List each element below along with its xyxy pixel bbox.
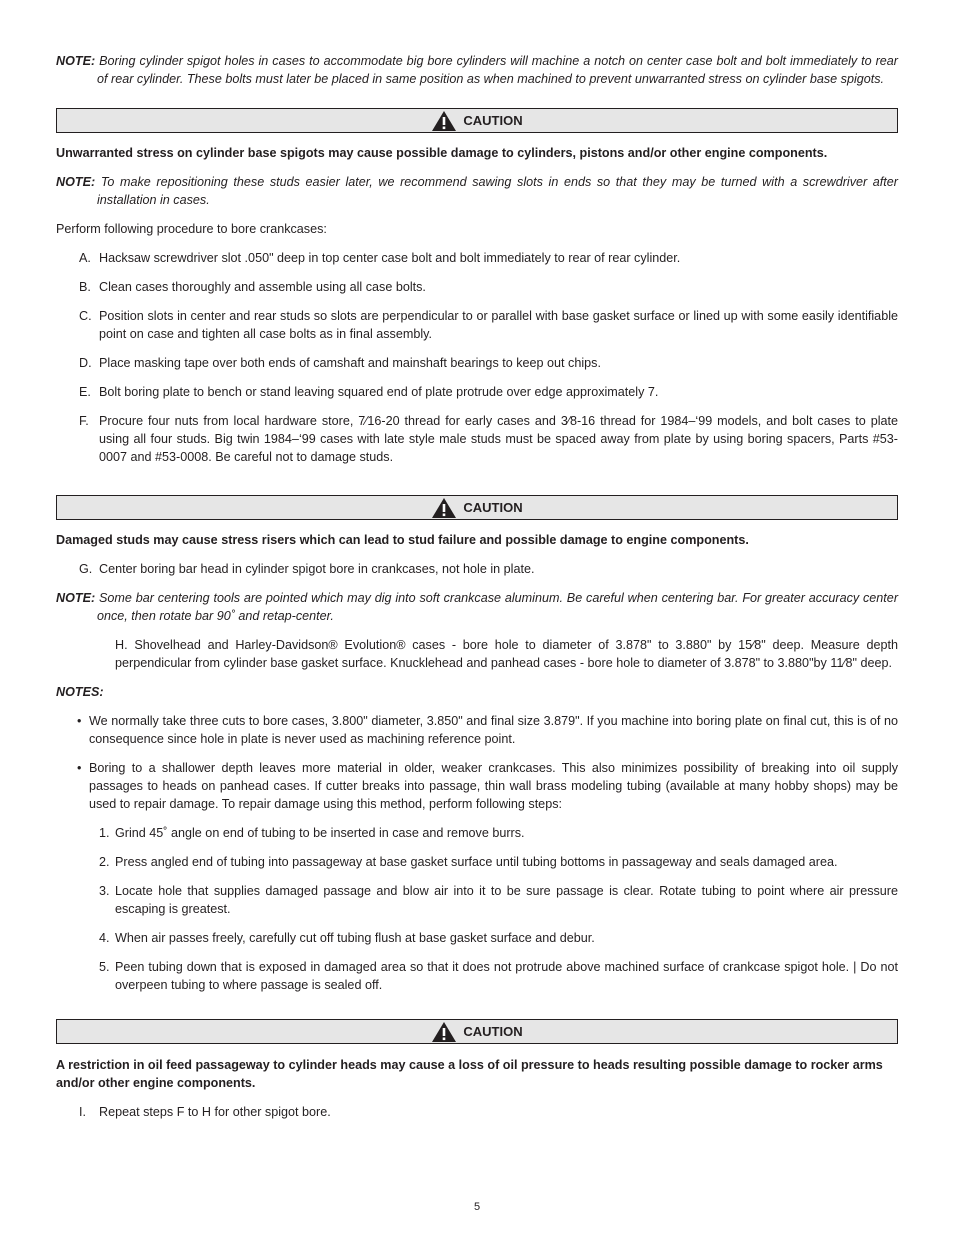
note-label: NOTE: bbox=[56, 54, 96, 68]
repair-step-number: 3. bbox=[99, 884, 110, 898]
note-centering-tools bbox=[56, 589, 898, 625]
repair-step bbox=[56, 882, 898, 918]
step-i bbox=[56, 1103, 898, 1121]
step-label: I. bbox=[79, 1105, 86, 1119]
note-text: Boring cylinder spigot holes in cases to accommodate big bore cylinders will machine a notch on center case bolt and bolt immediately to rear of rear cylinder. These bolts must later be placed in same position as when machined to prevent unwarranted stress on cylinder base spigots. bbox=[97, 54, 899, 86]
step-text: Hacksaw screwdriver slot .050" deep in top center case bolt and bolt immediately to rear of rear cylinder. bbox=[99, 251, 681, 265]
step-g bbox=[56, 560, 898, 578]
step-b bbox=[56, 278, 898, 296]
step-text: Procure four nuts from local hardware store, 7⁄16-20 thread for early cases and 3⁄8-16 thread for 1984–‘99 models, and bolt cases to plate using all four studs. Big twin 1984–‘99 cases with late style male studs must be spaced away from plate by using boring spacers, Parts #53-0007 and #53-0008. Be careful not to damage studs. bbox=[99, 414, 898, 464]
step-label: G. bbox=[79, 562, 93, 576]
repair-step-number: 4. bbox=[99, 931, 110, 945]
step-c bbox=[56, 307, 898, 343]
repair-step-text: When air passes freely, carefully cut off tubing flush at base gasket surface and debur. bbox=[115, 931, 595, 945]
note-sawing-slots bbox=[56, 173, 898, 209]
step-f bbox=[56, 412, 898, 466]
step-text: Repeat steps F to H for other spigot bore. bbox=[99, 1105, 331, 1119]
caution-banner bbox=[56, 495, 898, 520]
caution-text: Damaged studs may cause stress risers which can lead to stud failure and possible damage to engine components. bbox=[56, 533, 749, 547]
step-e bbox=[56, 383, 898, 401]
warning-triangle-icon bbox=[431, 497, 457, 519]
note-boring-notch bbox=[56, 52, 898, 88]
procedure-intro: Perform following procedure to bore crankcases: bbox=[56, 222, 327, 236]
note-label: NOTE: bbox=[56, 175, 96, 189]
step-text: Position slots in center and rear studs so slots are perpendicular to or parallel with base gasket surface or lined up with some easily identifiable point on case and tighten all case bolts as in final assembly. bbox=[99, 309, 898, 341]
warning-triangle-icon bbox=[431, 1021, 457, 1043]
caution-banner bbox=[56, 108, 898, 133]
step-label: F. bbox=[79, 414, 89, 428]
step-label: C. bbox=[79, 309, 92, 323]
repair-step bbox=[56, 853, 898, 871]
step-a bbox=[56, 249, 898, 267]
bullet-text: We normally take three cuts to bore cases, 3.800" diameter, 3.850" and final size 3.879". If you machine into boring plate on final cut, this is of no consequence since hole in plate is never used as machining reference point. bbox=[89, 714, 898, 746]
document-page bbox=[56, 52, 898, 1121]
caution-banner bbox=[56, 1019, 898, 1044]
caution-text: Unwarranted stress on cylinder base spigots may cause possible damage to cylinders, pistons and/or other engine components. bbox=[56, 146, 828, 160]
bullet-icon: • bbox=[77, 714, 82, 728]
repair-steps bbox=[56, 824, 898, 994]
notes-heading: NOTES: bbox=[56, 685, 104, 699]
note-label: NOTE: bbox=[56, 591, 96, 605]
caution-label: CAUTION bbox=[463, 1023, 523, 1039]
step-d bbox=[56, 354, 898, 372]
repair-step-text: Locate hole that supplies damaged passage and blow air into it to be sure passage is clear. Rotate tubing to point where air pressure escaping is greatest. bbox=[115, 884, 898, 916]
caution-label: CAUTION bbox=[463, 499, 523, 515]
repair-step-number: 1. bbox=[99, 826, 110, 840]
step-text: Bolt boring plate to bench or stand leaving squared end of plate protrude over edge approximately 7. bbox=[99, 385, 659, 399]
page-number: 5 bbox=[473, 1201, 481, 1213]
bullet-icon: • bbox=[77, 761, 82, 775]
step-text: Clean cases thoroughly and assemble using all case bolts. bbox=[99, 280, 426, 294]
bullet-text: Boring to a shallower depth leaves more material in older, weaker crankcases. This also minimizes possibility of breaking into oil supply passages to heads on panhead cases. If cutter breaks into passage, thin wall brass modeling tubing (available at many hobby shops) may be used to repair damage. To repair damage using this method, perform following steps: bbox=[89, 761, 898, 811]
step-label: E. bbox=[79, 385, 91, 399]
step-text: Center boring bar head in cylinder spigot bore in crankcases, not hole in plate. bbox=[99, 562, 535, 576]
procedure-steps bbox=[56, 249, 898, 466]
step-label: B. bbox=[79, 280, 91, 294]
repair-step bbox=[56, 929, 898, 947]
repair-step-number: 5. bbox=[99, 960, 110, 974]
repair-step-text: Press angled end of tubing into passageway at base gasket surface until tubing bottoms in passageway and seals damaged area. bbox=[115, 855, 838, 869]
repair-step-number: 2. bbox=[99, 855, 110, 869]
step-label: D. bbox=[79, 356, 92, 370]
repair-step-text: Peen tubing down that is exposed in damaged area so that it does not protrude above machined surface of crankcase spigot hole. | Do not overpeen tubing to where passage is sealed off. bbox=[115, 960, 898, 992]
repair-step bbox=[56, 824, 898, 842]
list-item bbox=[56, 712, 898, 748]
step-label: A. bbox=[79, 251, 91, 265]
warning-triangle-icon bbox=[431, 110, 457, 132]
caution-label: CAUTION bbox=[463, 112, 523, 128]
list-item bbox=[56, 759, 898, 813]
caution-text: A restriction in oil feed passageway to cylinder heads may cause a loss of oil pressure to heads resulting possible damage to rocker arms and/or other engine components. bbox=[56, 1058, 883, 1090]
note-text: To make repositioning these studs easier later, we recommend sawing slots in ends so that they may be turned with a screwdriver after installation in cases. bbox=[97, 175, 898, 207]
repair-step bbox=[56, 958, 898, 994]
repair-step-text: Grind 45˚ angle on end of tubing to be inserted in case and remove burrs. bbox=[115, 826, 525, 840]
step-text: Place masking tape over both ends of camshaft and mainshaft bearings to keep out chips. bbox=[99, 356, 601, 370]
step-h: H. Shovelhead and Harley-Davidson® Evolution® cases - bore hole to diameter of 3.878" to 3.880" by 15⁄8" deep. Measure depth perpendicular from cylinder base gasket surface. Knucklehead and panhead cases - bore hole to diameter of 3.878" to 3.880"by 11⁄8" deep. bbox=[115, 638, 898, 670]
note-text: Some bar centering tools are pointed which may dig into soft crankcase aluminum. Be careful when centering bar. For greater accuracy center once, then rotate bar 90˚ and retap-center. bbox=[97, 591, 899, 623]
